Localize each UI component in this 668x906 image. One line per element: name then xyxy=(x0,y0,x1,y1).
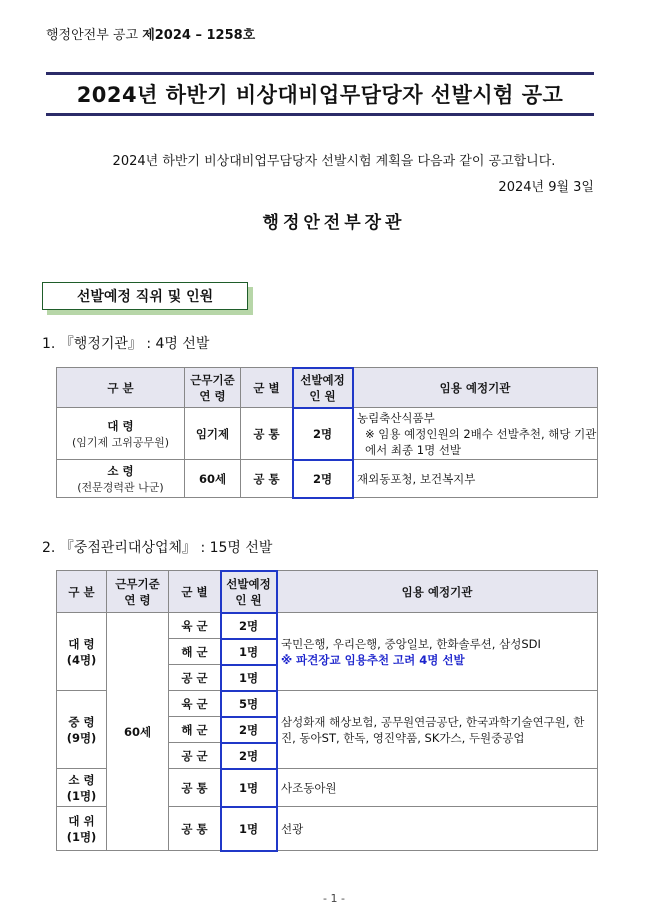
age-cell: 60세 xyxy=(185,460,241,498)
branch-cell: 공 통 xyxy=(169,807,221,851)
header-branch: 군 별 xyxy=(169,571,221,613)
count-cell: 1명 xyxy=(221,639,277,665)
branch-cell: 공 통 xyxy=(241,408,293,460)
rank-cell: 대 령 (임기제 고위공무원) xyxy=(57,408,185,460)
header-agency: 임용 예정기관 xyxy=(353,368,598,408)
count-cell: 2명 xyxy=(221,743,277,769)
table1-heading: 1. 『행정기관』 : 4명 선발 xyxy=(42,336,210,352)
count-cell: 1명 xyxy=(221,665,277,691)
branch-cell: 공 군 xyxy=(169,743,221,769)
minister-signature: 행정안전부장관 xyxy=(262,213,406,233)
agency-cell: 농림축산식품부 ※ 임용 예정인원의 2배수 선발추천, 해당 기관에서 최종 1명 선발 xyxy=(353,408,598,460)
rank-cell: 중 령 (9명) xyxy=(57,691,107,769)
announcement-date: 2024년 9월 3일 xyxy=(498,180,594,195)
header-category: 구 분 xyxy=(57,368,185,408)
branch-cell: 해 군 xyxy=(169,639,221,665)
agency-cell: 선광 xyxy=(277,807,598,851)
table-row xyxy=(57,460,598,498)
count-cell: 2명 xyxy=(293,460,353,498)
agency-cell: 사조동아원 xyxy=(277,769,598,807)
intro-text: 2024년 하반기 비상대비업무담당자 선발시험 계획을 다음과 같이 공고합니다. xyxy=(112,154,556,169)
branch-cell: 육 군 xyxy=(169,613,221,639)
branch-cell: 공 군 xyxy=(169,665,221,691)
count-cell: 2명 xyxy=(221,613,277,639)
branch-cell: 해 군 xyxy=(169,717,221,743)
count-cell: 2명 xyxy=(293,408,353,460)
count-cell: 1명 xyxy=(221,769,277,807)
count-cell: 2명 xyxy=(221,717,277,743)
branch-cell: 공 통 xyxy=(169,769,221,807)
header-count: 선발예정 인 원 xyxy=(293,368,353,408)
document-title: 2024년 하반기 비상대비업무담당자 선발시험 공고 xyxy=(46,72,594,116)
header-agency: 임용 예정기관 xyxy=(277,571,598,613)
rank-cell: 소 령 (전문경력관 나군) xyxy=(57,460,185,498)
table2-heading: 2. 『중점관리대상업체』 : 15명 선발 xyxy=(42,540,273,556)
agency-cell: 재외동포청, 보건복지부 xyxy=(353,460,598,498)
section-title: 선발예정 직위 및 인원 xyxy=(42,282,248,310)
branch-cell: 육 군 xyxy=(169,691,221,717)
header-branch: 군 별 xyxy=(241,368,293,408)
age-cell: 60세 xyxy=(107,613,169,851)
agency-cell: 국민은행, 우리은행, 중앙일보, 한화솔루션, 삼성SDI ※ 파견장교 임용추천 고려 4명 선발 xyxy=(277,613,598,691)
rank-cell: 대 위 (1명) xyxy=(57,807,107,851)
branch-cell: 공 통 xyxy=(241,460,293,498)
rank-cell: 대 령 (4명) xyxy=(57,613,107,691)
count-cell: 5명 xyxy=(221,691,277,717)
header-count: 선발예정 인 원 xyxy=(221,571,277,613)
page-number: - 1 - xyxy=(323,892,345,905)
header-age: 근무기준 연 령 xyxy=(185,368,241,408)
count-cell: 1명 xyxy=(221,807,277,851)
dispatch-note: ※ 파견장교 임용추천 고려 4명 선발 xyxy=(281,652,465,667)
notice-number: 행정안전부 공고 제2024 – 1258호 xyxy=(46,28,256,43)
agency-cell: 삼성화재 해상보험, 공무원연금공단, 한국과학기술연구원, 한진, 동아ST, 한독, 영진약품, SK가스, 두원중공업 xyxy=(277,691,598,769)
table-row xyxy=(57,408,598,460)
rank-cell: 소 령 (1명) xyxy=(57,769,107,807)
table-row xyxy=(57,613,598,639)
table-enterprises xyxy=(56,570,598,851)
header-age: 근무기준 연 령 xyxy=(107,571,169,613)
table-government xyxy=(56,367,598,498)
header-category: 구 분 xyxy=(57,571,107,613)
age-cell: 임기제 xyxy=(185,408,241,460)
